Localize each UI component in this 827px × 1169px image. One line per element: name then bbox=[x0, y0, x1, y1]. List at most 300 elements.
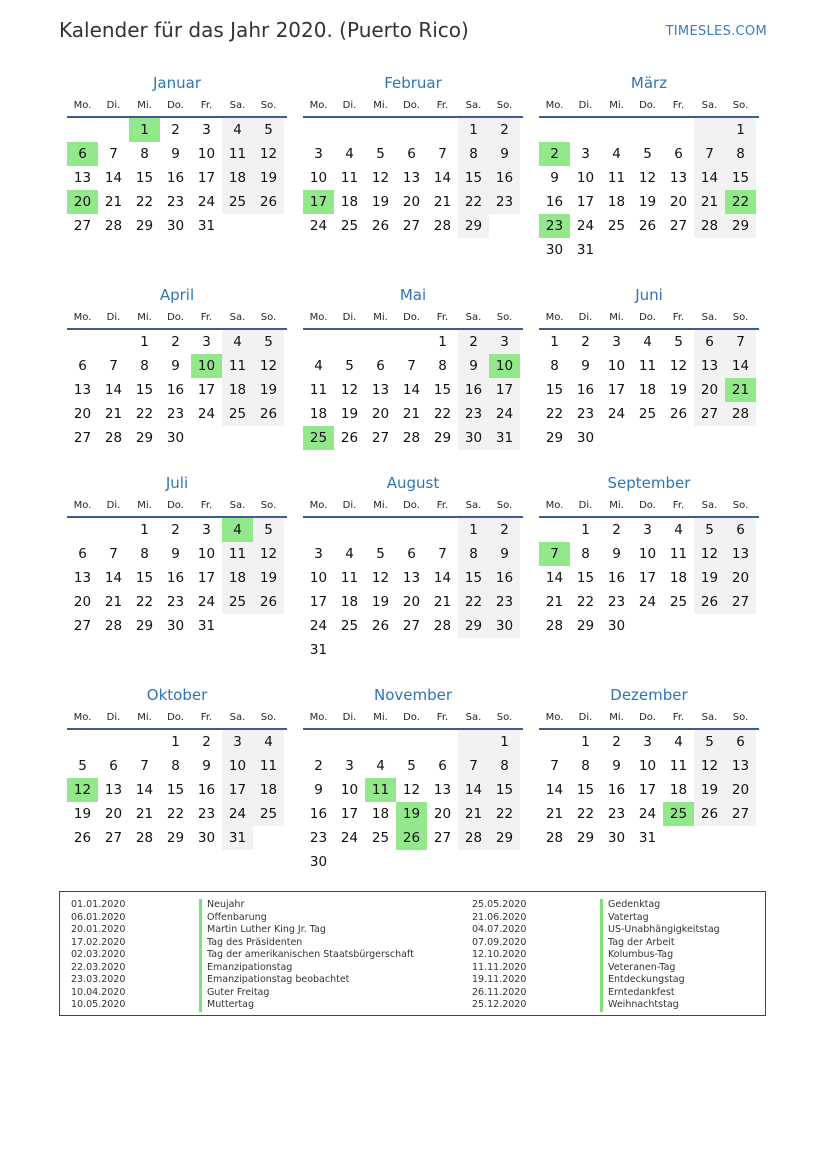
weekday-label: So. bbox=[260, 711, 277, 723]
holiday-day-cell: 25 bbox=[663, 802, 694, 826]
day-cell: 1 bbox=[581, 734, 590, 750]
day-cell: 13 bbox=[433, 782, 452, 798]
weekday-label: So. bbox=[732, 311, 749, 323]
day-cell: 5 bbox=[253, 518, 284, 542]
holiday-date: 25.12.2020 bbox=[472, 999, 527, 1010]
day-cell: 7 bbox=[140, 758, 149, 774]
weekday-label: Mi. bbox=[373, 311, 388, 323]
day-cell: 29 bbox=[135, 430, 154, 446]
day-cell: 22 bbox=[458, 590, 489, 614]
day-cell: 27 bbox=[669, 218, 688, 234]
holiday-day-cell: 22 bbox=[725, 190, 756, 214]
day-cell: 28 bbox=[104, 618, 123, 634]
day-cell: 8 bbox=[140, 546, 149, 562]
day-cell: 3 bbox=[643, 734, 652, 750]
day-cell: 19 bbox=[340, 406, 359, 422]
day-cell: 23 bbox=[489, 190, 520, 214]
day-cell: 27 bbox=[725, 802, 756, 826]
day-cell: 1 bbox=[140, 522, 149, 538]
month-august bbox=[303, 472, 523, 684]
weekday-label: Di. bbox=[342, 99, 357, 111]
weekday-label: Mi. bbox=[373, 499, 388, 511]
day-cell: 1 bbox=[171, 734, 180, 750]
weekday-label: Fr. bbox=[436, 99, 449, 111]
day-cell: 24 bbox=[638, 594, 657, 610]
day-cell: 30 bbox=[309, 854, 328, 870]
day-cell: 19 bbox=[694, 778, 725, 802]
day-cell: 5 bbox=[345, 358, 354, 374]
day-cell: 28 bbox=[402, 430, 421, 446]
day-cell: 31 bbox=[197, 218, 216, 234]
holiday-name: Guter Freitag bbox=[199, 987, 269, 1000]
day-cell: 23 bbox=[458, 402, 489, 426]
day-cell: 5 bbox=[407, 758, 416, 774]
day-cell: 15 bbox=[576, 782, 595, 798]
weekday-label: Fr. bbox=[672, 711, 685, 723]
weekday-label: So. bbox=[496, 499, 513, 511]
day-cell: 5 bbox=[78, 758, 87, 774]
day-cell: 15 bbox=[576, 570, 595, 586]
day-cell: 6 bbox=[694, 330, 725, 354]
day-cell: 28 bbox=[458, 826, 489, 850]
day-cell: 28 bbox=[433, 618, 452, 634]
weekday-label: Di. bbox=[106, 499, 121, 511]
day-cell: 23 bbox=[197, 806, 216, 822]
day-cell: 3 bbox=[222, 730, 253, 754]
weekday-label: Fr. bbox=[200, 311, 213, 323]
day-cell: 21 bbox=[402, 406, 421, 422]
day-cell: 26 bbox=[73, 830, 92, 846]
day-cell: 19 bbox=[638, 194, 657, 210]
day-cell: 27 bbox=[433, 830, 452, 846]
day-cell: 13 bbox=[104, 782, 123, 798]
holiday-day-cell: 20 bbox=[67, 190, 98, 214]
day-cell: 9 bbox=[550, 170, 559, 186]
day-cell: 25 bbox=[607, 218, 626, 234]
day-cell: 8 bbox=[458, 542, 489, 566]
day-cell: 24 bbox=[489, 402, 520, 426]
day-cell: 27 bbox=[402, 218, 421, 234]
empty-cell bbox=[303, 118, 334, 142]
day-cell: 10 bbox=[340, 782, 359, 798]
day-cell: 16 bbox=[545, 194, 564, 210]
day-cell: 17 bbox=[638, 782, 657, 798]
day-cell: 10 bbox=[197, 546, 216, 562]
weekday-label: Do. bbox=[639, 499, 656, 511]
holiday-name: Tag des Präsidenten bbox=[199, 937, 302, 950]
day-cell: 24 bbox=[309, 218, 328, 234]
day-cell: 9 bbox=[612, 546, 621, 562]
empty-cell bbox=[303, 518, 334, 542]
holiday-date: 26.11.2020 bbox=[472, 986, 527, 998]
day-cell: 30 bbox=[458, 426, 489, 450]
weekday-label: Mo. bbox=[545, 311, 564, 323]
day-cell: 11 bbox=[669, 758, 688, 774]
day-cell: 4 bbox=[222, 330, 253, 354]
day-cell: 21 bbox=[458, 802, 489, 826]
day-cell: 29 bbox=[433, 430, 452, 446]
weekday-label: Do. bbox=[167, 99, 184, 111]
day-cell: 12 bbox=[340, 382, 359, 398]
day-cell: 8 bbox=[725, 142, 756, 166]
day-cell: 25 bbox=[253, 802, 284, 826]
weekday-label: Do. bbox=[403, 499, 420, 511]
weekday-label: Mo. bbox=[545, 99, 564, 111]
day-cell: 20 bbox=[694, 378, 725, 402]
empty-cell bbox=[67, 730, 98, 754]
day-cell: 8 bbox=[581, 758, 590, 774]
month-oktober bbox=[67, 684, 287, 872]
holiday-name: Neujahr bbox=[199, 899, 244, 912]
day-cell: 6 bbox=[674, 146, 683, 162]
day-cell: 13 bbox=[73, 170, 92, 186]
weekday-label: Mi. bbox=[137, 99, 152, 111]
day-cell: 25 bbox=[222, 402, 253, 426]
day-cell: 4 bbox=[314, 358, 323, 374]
weekday-label: Do. bbox=[167, 711, 184, 723]
day-cell: 20 bbox=[104, 806, 123, 822]
day-cell: 16 bbox=[458, 378, 489, 402]
day-cell: 5 bbox=[253, 118, 284, 142]
month-september bbox=[539, 472, 759, 684]
day-cell: 14 bbox=[104, 570, 123, 586]
day-cell: 15 bbox=[135, 382, 154, 398]
day-cell: 16 bbox=[489, 166, 520, 190]
holiday-day-cell: 11 bbox=[365, 778, 396, 802]
weekday-label: Sa. bbox=[229, 99, 246, 111]
weekday-label: Mi. bbox=[373, 711, 388, 723]
day-cell: 19 bbox=[73, 806, 92, 822]
day-cell: 12 bbox=[694, 542, 725, 566]
day-cell: 10 bbox=[197, 146, 216, 162]
weekday-label: Do. bbox=[167, 499, 184, 511]
day-cell: 13 bbox=[725, 754, 756, 778]
day-cell: 8 bbox=[581, 546, 590, 562]
day-cell: 11 bbox=[638, 358, 657, 374]
day-cell: 24 bbox=[340, 830, 359, 846]
day-cell: 5 bbox=[674, 334, 683, 350]
holiday-date: 25.05.2020 bbox=[472, 899, 527, 910]
day-cell: 17 bbox=[309, 594, 328, 610]
day-cell: 31 bbox=[309, 642, 328, 658]
day-cell: 19 bbox=[371, 594, 390, 610]
day-cell: 26 bbox=[694, 590, 725, 614]
day-cell: 6 bbox=[78, 546, 87, 562]
day-cell: 31 bbox=[638, 830, 657, 846]
day-cell: 19 bbox=[371, 194, 390, 210]
month-title: Dezember bbox=[610, 686, 688, 704]
holiday-date: 19.11.2020 bbox=[472, 974, 527, 985]
empty-cell bbox=[694, 118, 725, 142]
day-cell: 28 bbox=[135, 830, 154, 846]
weekday-label: Mi. bbox=[137, 711, 152, 723]
weekday-label: Di. bbox=[106, 99, 121, 111]
weekday-label: Mo. bbox=[309, 311, 328, 323]
day-cell: 17 bbox=[638, 570, 657, 586]
day-cell: 18 bbox=[669, 570, 688, 586]
day-cell: 28 bbox=[545, 830, 564, 846]
empty-cell bbox=[334, 518, 365, 542]
day-cell: 2 bbox=[202, 734, 211, 750]
empty-cell bbox=[396, 330, 427, 354]
day-cell: 16 bbox=[166, 382, 185, 398]
weekday-header bbox=[67, 494, 287, 518]
day-cell: 3 bbox=[489, 330, 520, 354]
weekday-header bbox=[539, 494, 759, 518]
day-cell: 4 bbox=[345, 146, 354, 162]
day-cell: 13 bbox=[669, 170, 688, 186]
brand-link[interactable]: TIMESLES.COM bbox=[665, 24, 767, 39]
day-cell: 27 bbox=[73, 618, 92, 634]
empty-cell bbox=[570, 118, 601, 142]
day-cell: 15 bbox=[135, 170, 154, 186]
weekday-label: Mo. bbox=[309, 99, 328, 111]
day-cell: 11 bbox=[309, 382, 328, 398]
day-cell: 26 bbox=[253, 590, 284, 614]
day-cell: 26 bbox=[694, 802, 725, 826]
day-cell: 17 bbox=[489, 378, 520, 402]
month-title: Oktober bbox=[146, 686, 208, 704]
weekday-label: Mo. bbox=[73, 499, 92, 511]
month-title: Juli bbox=[165, 474, 189, 492]
weekday-label: Fr. bbox=[436, 711, 449, 723]
holiday-day-cell: 17 bbox=[303, 190, 334, 214]
weekday-label: So. bbox=[260, 99, 277, 111]
day-cell: 13 bbox=[402, 570, 421, 586]
day-cell: 30 bbox=[197, 830, 216, 846]
empty-cell bbox=[98, 330, 129, 354]
holiday-name: Erntedankfest bbox=[600, 987, 675, 1000]
weekday-label: So. bbox=[260, 311, 277, 323]
empty-cell bbox=[539, 518, 570, 542]
day-cell: 7 bbox=[109, 546, 118, 562]
day-grid bbox=[539, 118, 759, 262]
day-cell: 16 bbox=[309, 806, 328, 822]
empty-cell bbox=[365, 118, 396, 142]
day-cell: 1 bbox=[438, 334, 447, 350]
day-grid bbox=[303, 730, 523, 874]
month-title: September bbox=[607, 474, 691, 492]
holiday-name: Muttertag bbox=[199, 999, 254, 1012]
day-cell: 28 bbox=[694, 214, 725, 238]
month-title: Mai bbox=[399, 286, 427, 304]
day-cell: 13 bbox=[73, 570, 92, 586]
day-cell: 3 bbox=[202, 522, 211, 538]
month-juli bbox=[67, 472, 287, 684]
holiday-day-cell: 25 bbox=[303, 426, 334, 450]
weekday-label: Fr. bbox=[200, 99, 213, 111]
day-cell: 18 bbox=[669, 782, 688, 798]
weekday-header bbox=[539, 94, 759, 118]
day-cell: 2 bbox=[489, 118, 520, 142]
month-märz bbox=[539, 72, 759, 284]
day-cell: 9 bbox=[612, 758, 621, 774]
day-cell: 18 bbox=[222, 378, 253, 402]
day-cell: 2 bbox=[171, 122, 180, 138]
day-cell: 24 bbox=[309, 618, 328, 634]
day-cell: 14 bbox=[545, 782, 564, 798]
holiday-name: Weihnachtstag bbox=[600, 999, 679, 1012]
day-cell: 6 bbox=[376, 358, 385, 374]
day-cell: 15 bbox=[725, 166, 756, 190]
day-cell: 28 bbox=[433, 218, 452, 234]
day-cell: 19 bbox=[253, 378, 284, 402]
empty-cell bbox=[427, 518, 458, 542]
day-cell: 13 bbox=[694, 354, 725, 378]
weekday-label: Sa. bbox=[229, 711, 246, 723]
day-cell: 18 bbox=[340, 594, 359, 610]
day-cell: 22 bbox=[135, 594, 154, 610]
weekday-label: Do. bbox=[639, 711, 656, 723]
day-cell: 14 bbox=[694, 166, 725, 190]
day-cell: 5 bbox=[694, 730, 725, 754]
day-cell: 2 bbox=[612, 522, 621, 538]
weekday-header bbox=[67, 706, 287, 730]
day-cell: 29 bbox=[576, 618, 595, 634]
day-cell: 20 bbox=[725, 778, 756, 802]
day-cell: 12 bbox=[669, 358, 688, 374]
day-cell: 14 bbox=[104, 170, 123, 186]
holiday-day-cell: 10 bbox=[489, 354, 520, 378]
holiday-date: 10.05.2020 bbox=[71, 999, 126, 1010]
empty-cell bbox=[365, 518, 396, 542]
weekday-label: Mo. bbox=[309, 499, 328, 511]
day-cell: 12 bbox=[402, 782, 421, 798]
day-cell: 21 bbox=[433, 594, 452, 610]
holiday-date: 20.01.2020 bbox=[71, 924, 126, 935]
day-cell: 3 bbox=[581, 146, 590, 162]
weekday-label: Mo. bbox=[545, 499, 564, 511]
holiday-name: Martin Luther King Jr. Tag bbox=[199, 924, 326, 937]
day-cell: 22 bbox=[489, 802, 520, 826]
holiday-day-cell: 12 bbox=[67, 778, 98, 802]
holiday-date: 01.01.2020 bbox=[71, 899, 126, 910]
empty-cell bbox=[129, 730, 160, 754]
empty-cell bbox=[98, 518, 129, 542]
day-cell: 15 bbox=[135, 570, 154, 586]
weekday-label: Sa. bbox=[465, 311, 482, 323]
day-cell: 17 bbox=[607, 382, 626, 398]
day-cell: 7 bbox=[109, 146, 118, 162]
day-cell: 15 bbox=[458, 566, 489, 590]
day-cell: 16 bbox=[607, 782, 626, 798]
empty-cell bbox=[334, 730, 365, 754]
day-cell: 30 bbox=[166, 618, 185, 634]
weekday-label: Di. bbox=[106, 311, 121, 323]
weekday-header bbox=[539, 706, 759, 730]
weekday-label: Fr. bbox=[200, 499, 213, 511]
day-cell: 22 bbox=[458, 190, 489, 214]
day-cell: 11 bbox=[253, 754, 284, 778]
day-cell: 12 bbox=[253, 142, 284, 166]
weekday-label: Sa. bbox=[465, 99, 482, 111]
day-cell: 18 bbox=[638, 382, 657, 398]
day-cell: 15 bbox=[545, 382, 564, 398]
day-cell: 8 bbox=[140, 358, 149, 374]
holiday-date: 04.07.2020 bbox=[472, 924, 527, 935]
day-grid bbox=[539, 730, 759, 850]
weekday-label: Mi. bbox=[373, 99, 388, 111]
day-cell: 22 bbox=[135, 194, 154, 210]
day-cell: 17 bbox=[197, 570, 216, 586]
weekday-label: Sa. bbox=[701, 99, 718, 111]
day-cell: 9 bbox=[314, 782, 323, 798]
day-cell: 6 bbox=[78, 358, 87, 374]
empty-cell bbox=[396, 118, 427, 142]
day-cell: 5 bbox=[376, 146, 385, 162]
weekday-header bbox=[303, 494, 523, 518]
day-cell: 3 bbox=[345, 758, 354, 774]
day-cell: 22 bbox=[166, 806, 185, 822]
day-cell: 26 bbox=[371, 218, 390, 234]
empty-cell bbox=[396, 730, 427, 754]
day-cell: 24 bbox=[197, 194, 216, 210]
day-cell: 16 bbox=[489, 566, 520, 590]
empty-cell bbox=[458, 730, 489, 754]
day-cell: 24 bbox=[197, 594, 216, 610]
holiday-day-cell: 21 bbox=[725, 378, 756, 402]
day-cell: 31 bbox=[489, 426, 520, 450]
holiday-name: Offenbarung bbox=[199, 912, 267, 925]
weekday-label: So. bbox=[496, 311, 513, 323]
day-cell: 17 bbox=[340, 806, 359, 822]
day-cell: 30 bbox=[545, 242, 564, 258]
weekday-label: Fr. bbox=[436, 311, 449, 323]
day-cell: 2 bbox=[612, 734, 621, 750]
weekday-label: Mi. bbox=[609, 711, 624, 723]
holiday-day-cell: 2 bbox=[539, 142, 570, 166]
holiday-name: Gedenktag bbox=[600, 899, 660, 912]
day-cell: 22 bbox=[545, 406, 564, 422]
day-cell: 10 bbox=[222, 754, 253, 778]
empty-cell bbox=[539, 730, 570, 754]
weekday-label: Sa. bbox=[701, 311, 718, 323]
holiday-day-cell: 26 bbox=[396, 826, 427, 850]
holiday-name: Tag der amerikanischen Staatsbürgerschaft bbox=[199, 949, 414, 962]
day-cell: 6 bbox=[438, 758, 447, 774]
weekday-label: Di. bbox=[342, 711, 357, 723]
empty-cell bbox=[334, 330, 365, 354]
day-cell: 20 bbox=[669, 194, 688, 210]
day-cell: 4 bbox=[674, 734, 683, 750]
weekday-label: Fr. bbox=[436, 499, 449, 511]
weekday-label: So. bbox=[260, 499, 277, 511]
day-cell: 4 bbox=[674, 522, 683, 538]
day-cell: 4 bbox=[376, 758, 385, 774]
day-cell: 27 bbox=[104, 830, 123, 846]
day-cell: 12 bbox=[253, 542, 284, 566]
weekday-label: Mo. bbox=[73, 311, 92, 323]
day-cell: 11 bbox=[222, 354, 253, 378]
day-cell: 7 bbox=[438, 546, 447, 562]
weekday-label: Sa. bbox=[229, 311, 246, 323]
day-cell: 18 bbox=[222, 166, 253, 190]
weekday-label: So. bbox=[732, 99, 749, 111]
day-cell: 4 bbox=[253, 730, 284, 754]
day-cell: 29 bbox=[458, 214, 489, 238]
day-cell: 14 bbox=[104, 382, 123, 398]
day-cell: 21 bbox=[104, 406, 123, 422]
day-cell: 3 bbox=[643, 522, 652, 538]
empty-cell bbox=[303, 730, 334, 754]
day-cell: 3 bbox=[612, 334, 621, 350]
day-cell: 6 bbox=[407, 546, 416, 562]
weekday-label: Sa. bbox=[465, 499, 482, 511]
day-cell: 23 bbox=[166, 594, 185, 610]
day-cell: 20 bbox=[371, 406, 390, 422]
weekday-label: Mo. bbox=[73, 711, 92, 723]
day-cell: 5 bbox=[694, 518, 725, 542]
